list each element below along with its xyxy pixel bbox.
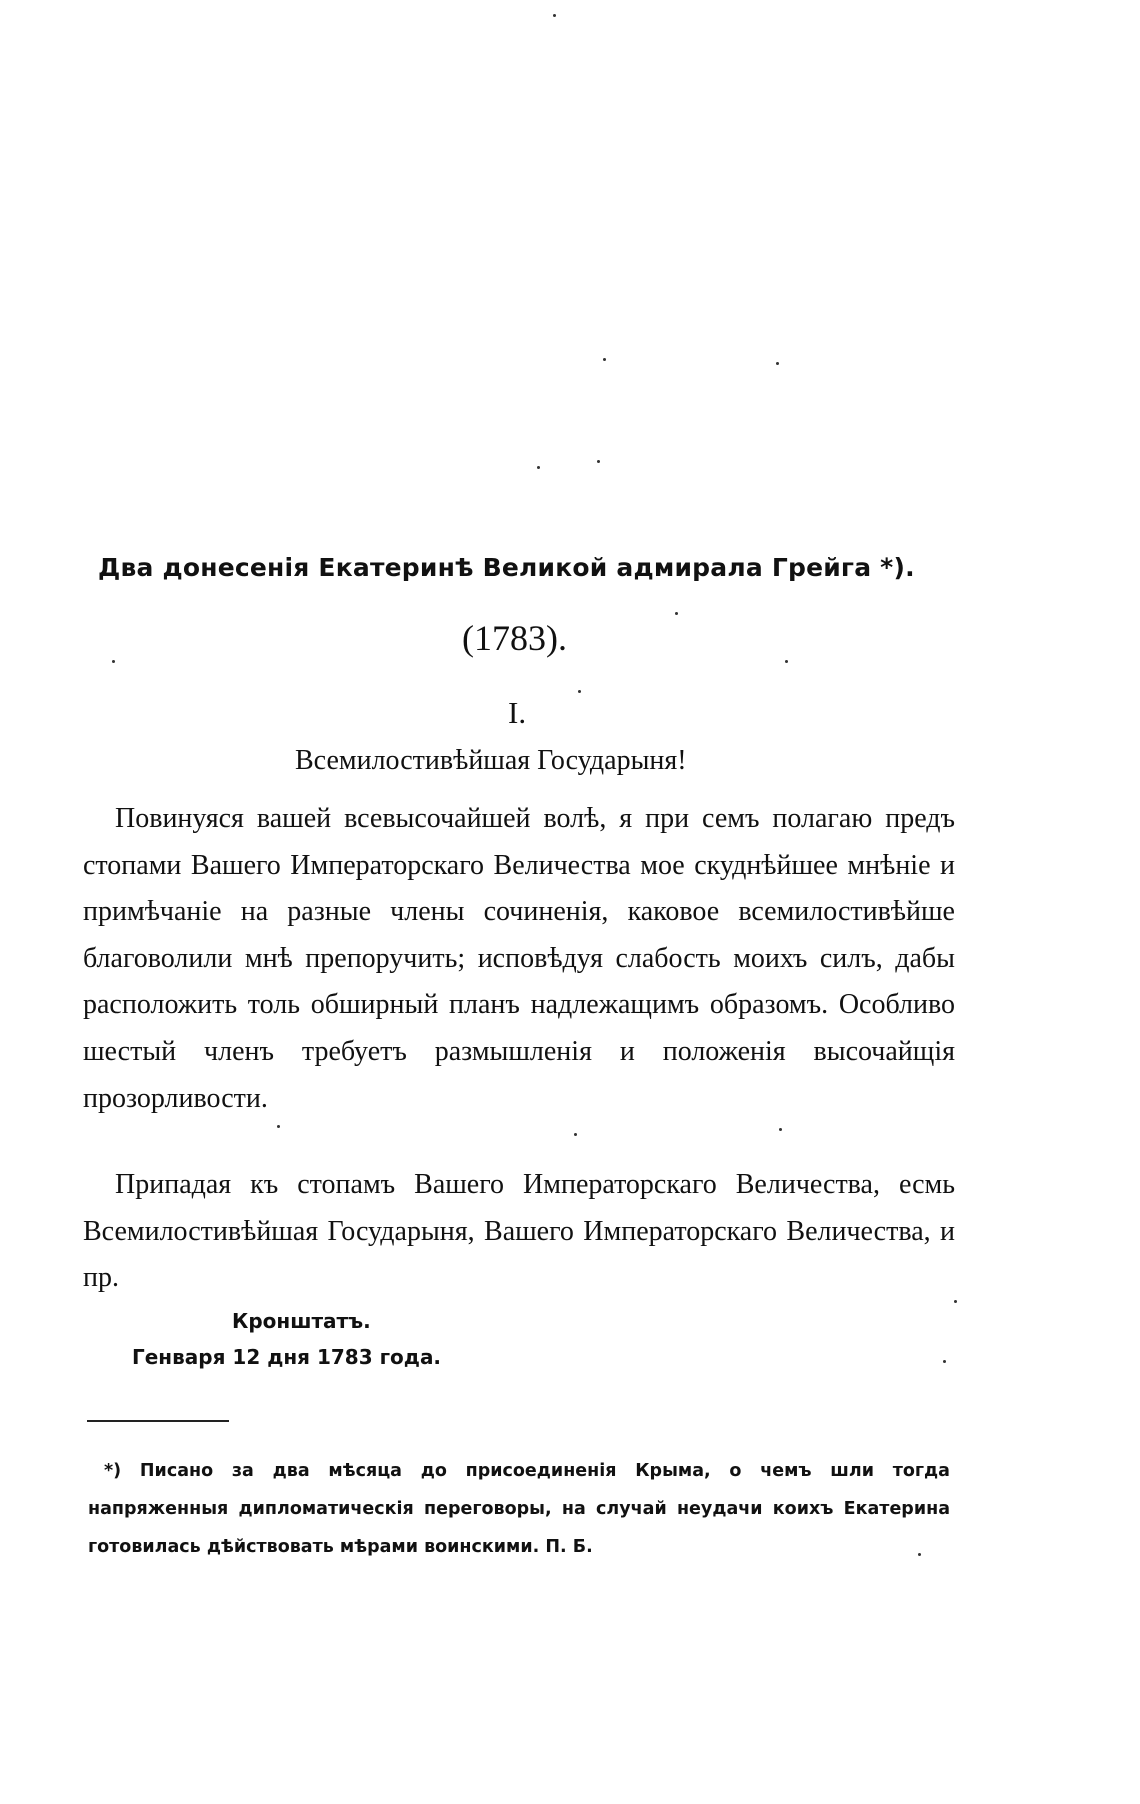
section-numeral: I. [508,695,527,730]
document-year: (1783). [462,618,567,658]
scan-speck [537,466,540,469]
scan-speck [785,660,788,663]
scan-speck [578,690,581,693]
scan-speck [597,460,600,463]
salutation: Всемилостивѣйшая Государыня! [295,745,687,776]
scan-speck [776,362,779,365]
scan-speck [779,1128,782,1131]
scan-speck [112,660,115,663]
footnote: *) Писано за два мѣсяца до присоединенія Крыма, о чемъ шли тогда напряженныя дипломатическія переговоры, на случай неудачи коихъ Екатерина готовилась дѣйствовать мѣрами воинскими. П. Б. [88,1461,950,1557]
letter-place: Кронштатъ. [232,1309,371,1333]
footnote-divider [87,1420,229,1422]
scan-speck [603,358,606,361]
scan-speck [553,14,556,17]
scan-speck [943,1360,946,1363]
scan-speck [675,612,678,615]
document-title: Два донесенія Екатеринѣ Великой адмирала Грейга *). [98,553,915,582]
scan-speck [574,1133,577,1136]
scan-speck [277,1125,280,1128]
scan-speck [918,1553,921,1556]
scan-speck [954,1300,957,1303]
letter-date: Генваря 12 дня 1783 года. [132,1345,442,1369]
body-paragraph-1: Повинуяся вашей всевысочайшей волѣ, я при семъ полагаю предъ стопами Вашего Императорскаго Величества мое скуднѣйшее мнѣніе и примѣчаніе на разные члены сочиненія, каковое всемилостивѣйше благоволили мнѣ препоручить; исповѣдуя слабость моихъ силъ, дабы расположить толь обширный планъ надлежащимъ образомъ. Особливо шестый членъ требуетъ размышленія и положенія высочайщія прозорливости. [83,803,955,1114]
body-paragraph-2: Припадая къ стопамъ Вашего Императорскаго Величества, есмь Всемилостивѣйшая Государыня, Вашего Императорскаго Величества, и пр. [83,1169,955,1294]
